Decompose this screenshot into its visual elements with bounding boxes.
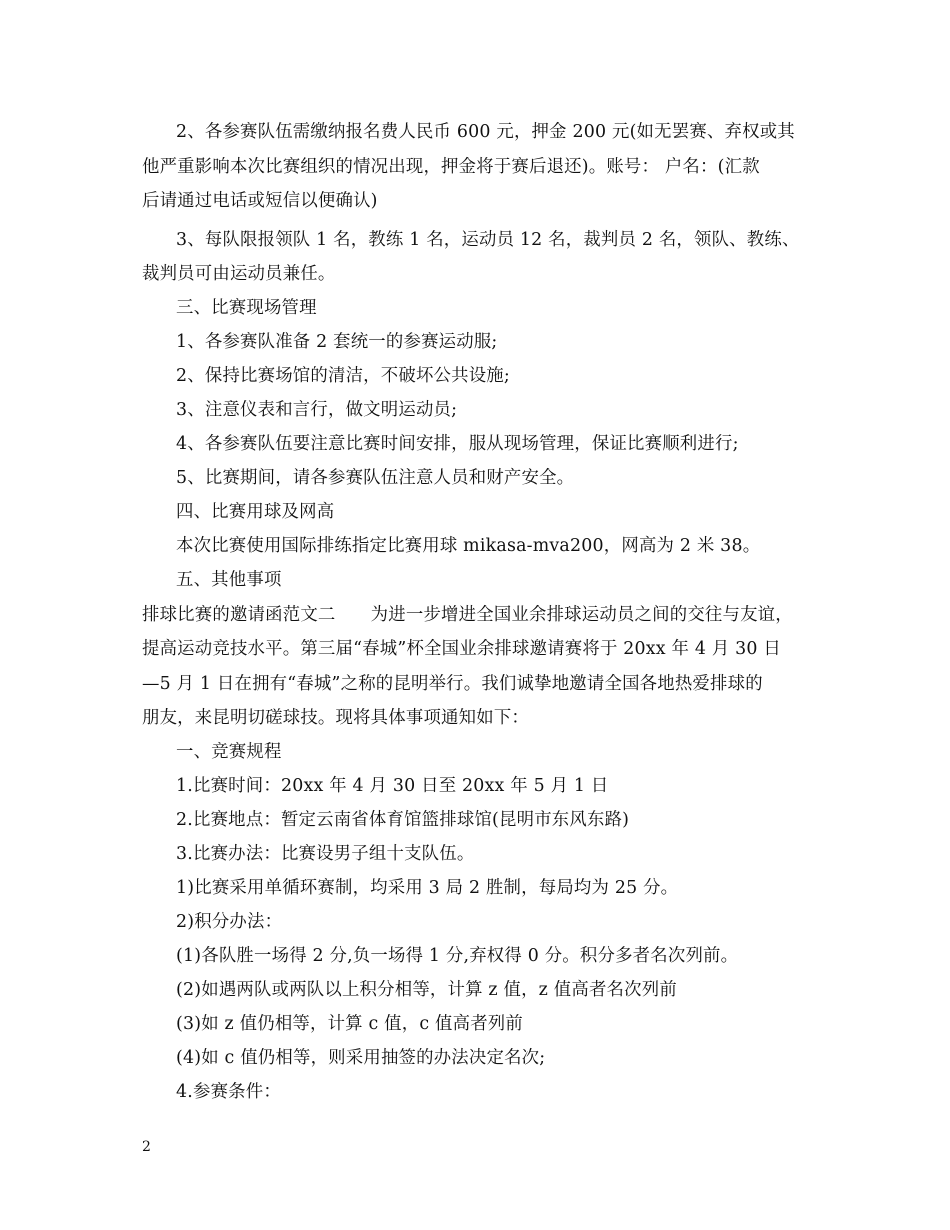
text-line: 朋友，来昆明切磋球技。现将具体事项通知如下： <box>142 708 529 728</box>
text-line: 后请通过电话或短信以便确认) <box>142 191 378 211</box>
text-line: 5、比赛期间，请各参赛队伍注意人员和财产安全。 <box>176 468 575 488</box>
section-heading: 五、其他事项 <box>176 570 282 590</box>
text-line: 4、各参赛队伍要注意比赛时间安排，服从现场管理，保证比赛顺利进行; <box>176 434 739 454</box>
text-line: —5 月 1 日在拥有“春城”之称的昆明举行。我们诚挚地邀请全国各地热爱排球的 <box>142 674 763 694</box>
text-line: 2.比赛地点：暂定云南省体育馆篮排球馆(昆明市东风东路) <box>176 810 630 830</box>
section-heading: 一、竞赛规程 <box>176 742 282 762</box>
text-line: 提高运动竞技水平。第三届“春城”杯全国业余排球邀请赛将于 20xx 年 4 月 30 日 <box>142 639 782 659</box>
text-line: 排球比赛的邀请函范文二 为进一步增进全国业余排球运动员之间的交往与友谊， <box>142 605 793 625</box>
text-line: 他严重影响本次比赛组织的情况出现，押金将于赛后退还)。账号： 户名：(汇款 <box>142 157 760 177</box>
page-number: 2 <box>142 1139 151 1155</box>
text-line: 1、各参赛队准备 2 套统一的参赛运动服; <box>176 332 498 352</box>
text-line: 3、注意仪表和言行，做文明运动员; <box>176 400 458 420</box>
text-line: 2)积分办法： <box>176 912 283 932</box>
text-line: (3)如 z 值仍相等，计算 c 值，c 值高者列前 <box>176 1014 523 1034</box>
text-line: (1)各队胜一场得 2 分,负一场得 1 分,弃权得 0 分。积分多者名次列前。 <box>176 946 739 966</box>
text-line: (2)如遇两队或两队以上积分相等，计算 z 值，z 值高者名次列前 <box>176 980 677 1000</box>
text-line: 4.参赛条件： <box>176 1082 281 1102</box>
text-line: (4)如 c 值仍相等，则采用抽签的办法决定名次; <box>176 1048 546 1068</box>
section-heading: 三、比赛现场管理 <box>176 298 317 318</box>
section-heading: 四、比赛用球及网高 <box>176 502 335 522</box>
text-line: 3、每队限报领队 1 名，教练 1 名，运动员 12 名，裁判员 2 名，领队、教练、 <box>176 230 800 250</box>
text-line: 本次比赛使用国际排练指定比赛用球 mikasa-mva200，网高为 2 米 38。 <box>176 536 761 556</box>
text-line: 2、各参赛队伍需缴纳报名费人民币 600 元，押金 200 元(如无罢赛、弃权或其 <box>176 122 795 142</box>
text-line: 2、保持比赛场馆的清洁，不破坏公共设施; <box>176 366 510 386</box>
text-line: 1.比赛时间：20xx 年 4 月 30 日至 20xx 年 5 月 1 日 <box>176 776 609 796</box>
text-line: 1)比赛采用单循环赛制，均采用 3 局 2 胜制，每局均为 25 分。 <box>176 878 679 898</box>
text-line: 裁判员可由运动员兼任。 <box>142 264 336 284</box>
text-line: 3.比赛办法：比赛设男子组十支队伍。 <box>176 844 475 864</box>
